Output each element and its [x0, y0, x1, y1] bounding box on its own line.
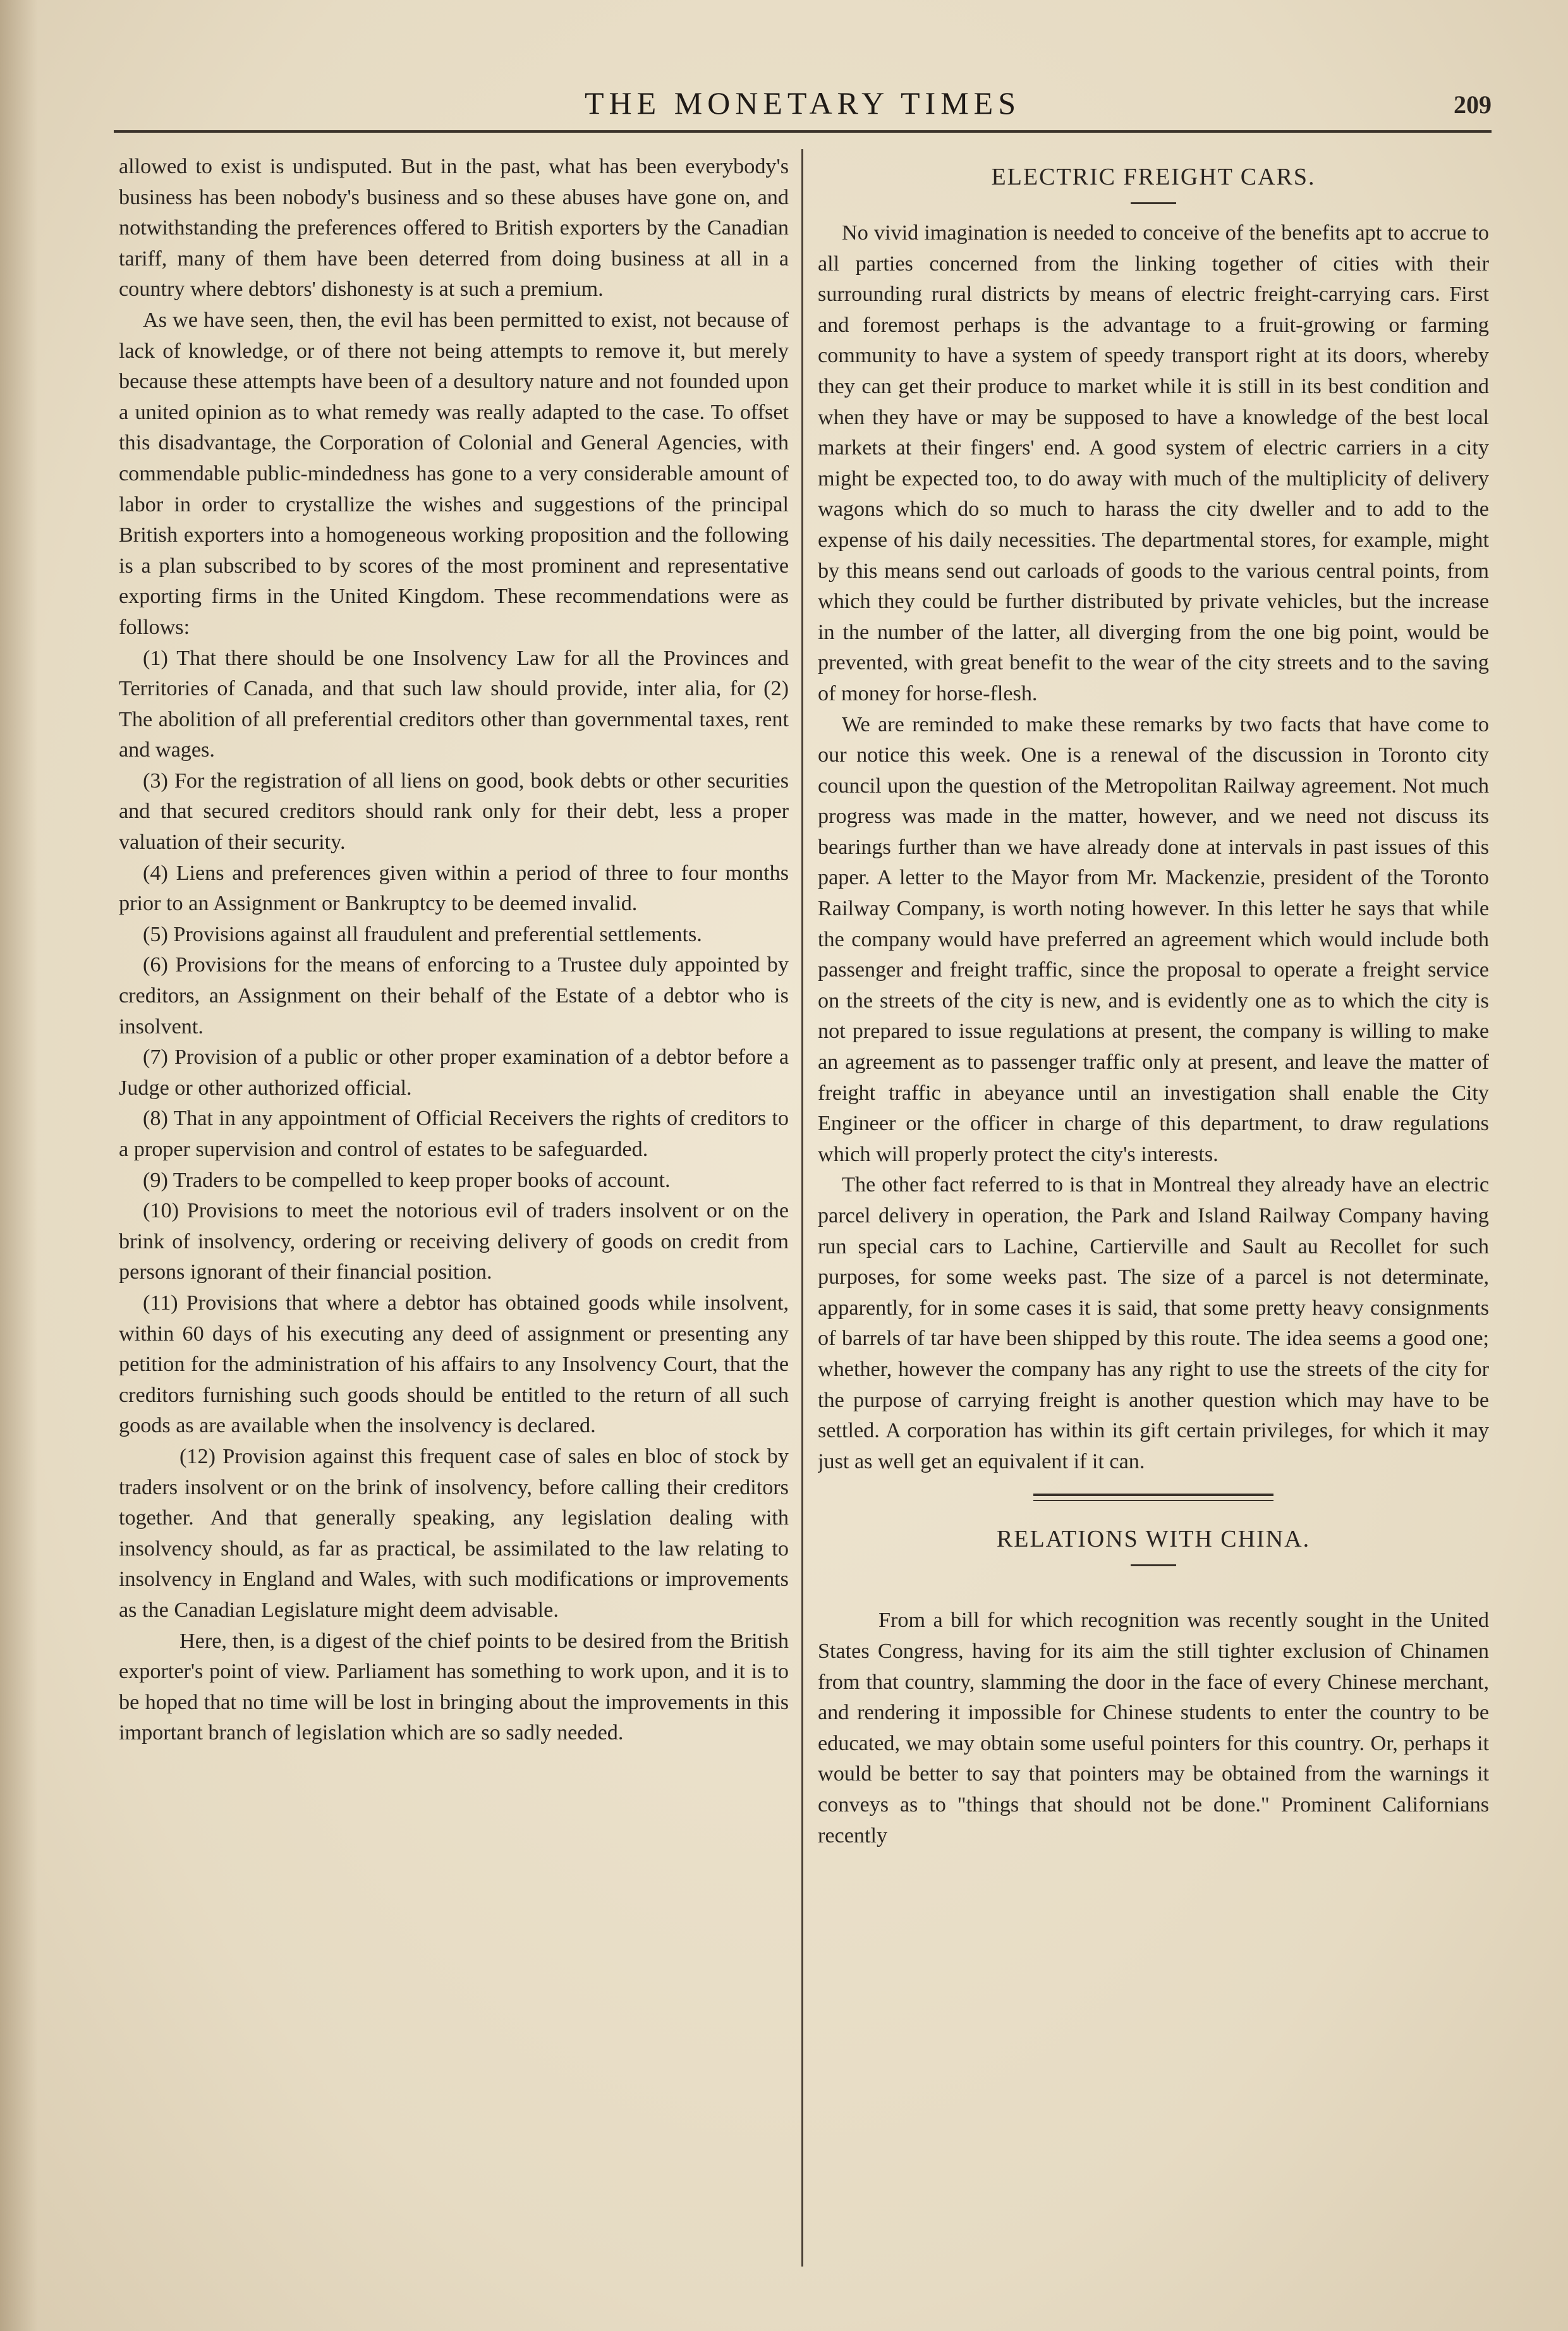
article-paragraph: From a bill for which recognition was recently sought in the United States Congress, having for its aim the still tighter exclusion of Chinamen from that country, slamming the door in the face of every Chinese merchant, and rendering it impossible for Chinese students to enter the country to be educated, we may obtain some useful pointers for this country. Or, perhaps it would be better to say that pointers may be obtained from the warnings it conveys as to "things that should not be done." Prominent Californians recently: [818, 1609, 1489, 1847]
recommendation-item: (12) Provision against this frequent case of sales en bloc of stock by traders insolvent or on the brink of insolvency, before calling their creditors together. And that generally speaking, any legislation dealing with insolvency should, as far as practical, be assimilated to the law relating to insolvency in England and Wales, with such modifications or improvements as the Canadian Legislature might deem advisable.: [119, 1444, 789, 1622]
recommendation-item: (11) Provisions that where a debtor has obtained goods while insolvent, within 60 days of his executing any deed of assignment or presenting any petition for the administration of his affairs to any Insolvency Court, that the creditors furnishing such goods should be entitled to the return of all such goods as are available when the insolvency is declared.: [119, 1291, 789, 1438]
article-paragraph: No vivid imagination is needed to conceive of the benefits apt to accrue to all parties concerned from the linking together of cities with their surrounding rural districts by means of electric freight-carrying cars. First and foremost perhaps is the advantage to a fruit-growing or farming community to have a system of speedy transport right at its doors, whereby they can get their produce to market while it is still in its best condition and when they have or may be supposed to have a knowledge of the best local markets at their fingers' end. A good system of electric carriers in a city might be expected too, to do away with much of the multiplicity of delivery wagons which do so much to harass the city dweller and to add to the expense of his daily necessities. The departmental stores, for example, might by this means send out carloads of goods to the various central points, from which they could be further distributed by private vehicles, but the increase in the number of the latter, all diverging from the one big point, would be prevented, with great benefit to the wear of the city streets and to the saving of money for horse-flesh.: [818, 221, 1489, 705]
recommendation-item: (1) That there should be one Insolvency Law for all the Provinces and Territories of Canada, and that such law should provide, inter alia, for (2) The abolition of all preferential creditors other than governmental taxes, rent and wages.: [119, 646, 789, 762]
recommendation-item: (8) That in any appointment of Official Receivers the rights of creditors to a proper supervision and control of estates to be safeguarded.: [119, 1107, 789, 1161]
left-column: [119, 152, 789, 2256]
left-paragraph: Here, then, is a digest of the chief points to be desired from the British exporter's point of view. Parliament has something to work upon, and it is to be hoped that no time will be lost in bringing about the improvements in this important branch of legislation which are so sadly needed.: [119, 1629, 789, 1745]
article-paragraph: We are reminded to make these remarks by two facts that have come to our notice this week. One is a renewal of the discussion in Toronto city council upon the question of the Metropolitan Railway agreement. Not much progress was made in the matter, however, and we need not discuss its bearings further than we have already done at intervals in past issues of this paper. A letter to the Mayor from Mr. Mackenzie, president of the Toronto Railway Company, is worth noting however. In this letter he says that while the company would have preferred an agreement which would include both passenger and freight traffic, since the proposal to operate a freight service on the streets of the city is new, and is evidently one as to which the city is not prepared to issue regulations at present, the company is willing to make an agreement as to passenger traffic only at present, and leave the matter of freight traffic in abeyance until an investigation shall enable the City Engineer or the officer in charge of this department, to draw regulations which will properly protect the city's interests.: [818, 712, 1489, 1166]
left-paragraph: allowed to exist is undisputed. But in the past, what has been everybody's business has been nobody's business and so these abuses have gone on, and notwithstanding the preferences offered to British exporters by the Canadian tariff, many of them have been deterred from doing business at all in a country where debtors' dishonesty is at such a premium.: [119, 155, 789, 301]
article-paragraph: The other fact referred to is that in Montreal they already have an electric parcel delivery in operation, the Park and Island Railway Company having run special cars to Lachine, Cartierville and Sault au Recollet for such purposes, for some weeks past. The size of a parcel is not determinate, apparently, for in some cases it is said, that some pretty heavy consignments of barrels of tar have been shipped by this route. The idea seems a good one; whether, however the company has any right to use the streets of the city for the purpose of carrying freight is another question which may have to be settled. A corporation has within its gift certain privileges, for which it may just as well get an equivalent if it can.: [818, 1173, 1489, 1473]
page-number: 209: [1454, 90, 1492, 119]
recommendation-item: (4) Liens and preferences given within a period of three to four months prior to an Assignment or Bankruptcy to be deemed invalid.: [119, 861, 789, 916]
recommendation-item: (7) Provision of a public or other proper examination of a debtor before a Judge or other authorized official.: [119, 1045, 789, 1100]
publication-title: THE MONETARY TIMES: [585, 85, 1021, 121]
recommendation-item: (9) Traders to be compelled to keep proper books of account.: [143, 1168, 671, 1192]
right-column: [818, 152, 1489, 2256]
article-heading-electric-freight-cars: ELECTRIC FREIGHT CARS.: [991, 164, 1316, 190]
binding-shadow: [0, 0, 38, 2331]
recommendation-item: (5) Provisions against all fraudulent and preferential settlements.: [143, 922, 702, 946]
article-separator-rule: [1033, 1494, 1273, 1501]
recommendation-item: (3) For the registration of all liens on good, book debts or other securities and that secured creditors should rank only for their debt, less a proper valuation of their security.: [119, 769, 789, 855]
recommendation-item: (10) Provisions to meet the notorious evil of traders insolvent or on the brink of insolvency, ordering or receiving delivery of goods on credit from persons ignorant of their financial position.: [119, 1199, 789, 1284]
left-paragraph: As we have seen, then, the evil has been permitted to exist, not because of lack of knowledge, or of there not being attempts to remove it, but merely because these attempts have been of a desultory nature and not founded upon a united opinion as to what remedy was really adapted to the case. To offset this disadvantage, the Corporation of Colonial and General Agencies, with commendable public-mindedness has gone to a very considerable amount of labor in order to crystallize the wishes and suggestions of the principal British exporters into a homogeneous working proposition and the following is a plan subscribed to by scores of the most prominent and representative exporting firms in the United Kingdom. These recommendations were as follows:: [119, 308, 789, 639]
article-heading-relations-with-china: RELATIONS WITH CHINA.: [996, 1526, 1311, 1553]
recommendation-item: (6) Provisions for the means of enforcing to a Trustee duly appointed by creditors, an Assignment on their behalf of the Estate of a debtor who is insolvent.: [119, 953, 789, 1038]
heading-rule: [1131, 202, 1176, 204]
masthead: [114, 76, 1492, 126]
masthead-rule: [114, 130, 1492, 133]
column-divider: [801, 149, 803, 2267]
heading-rule: [1131, 1564, 1176, 1566]
